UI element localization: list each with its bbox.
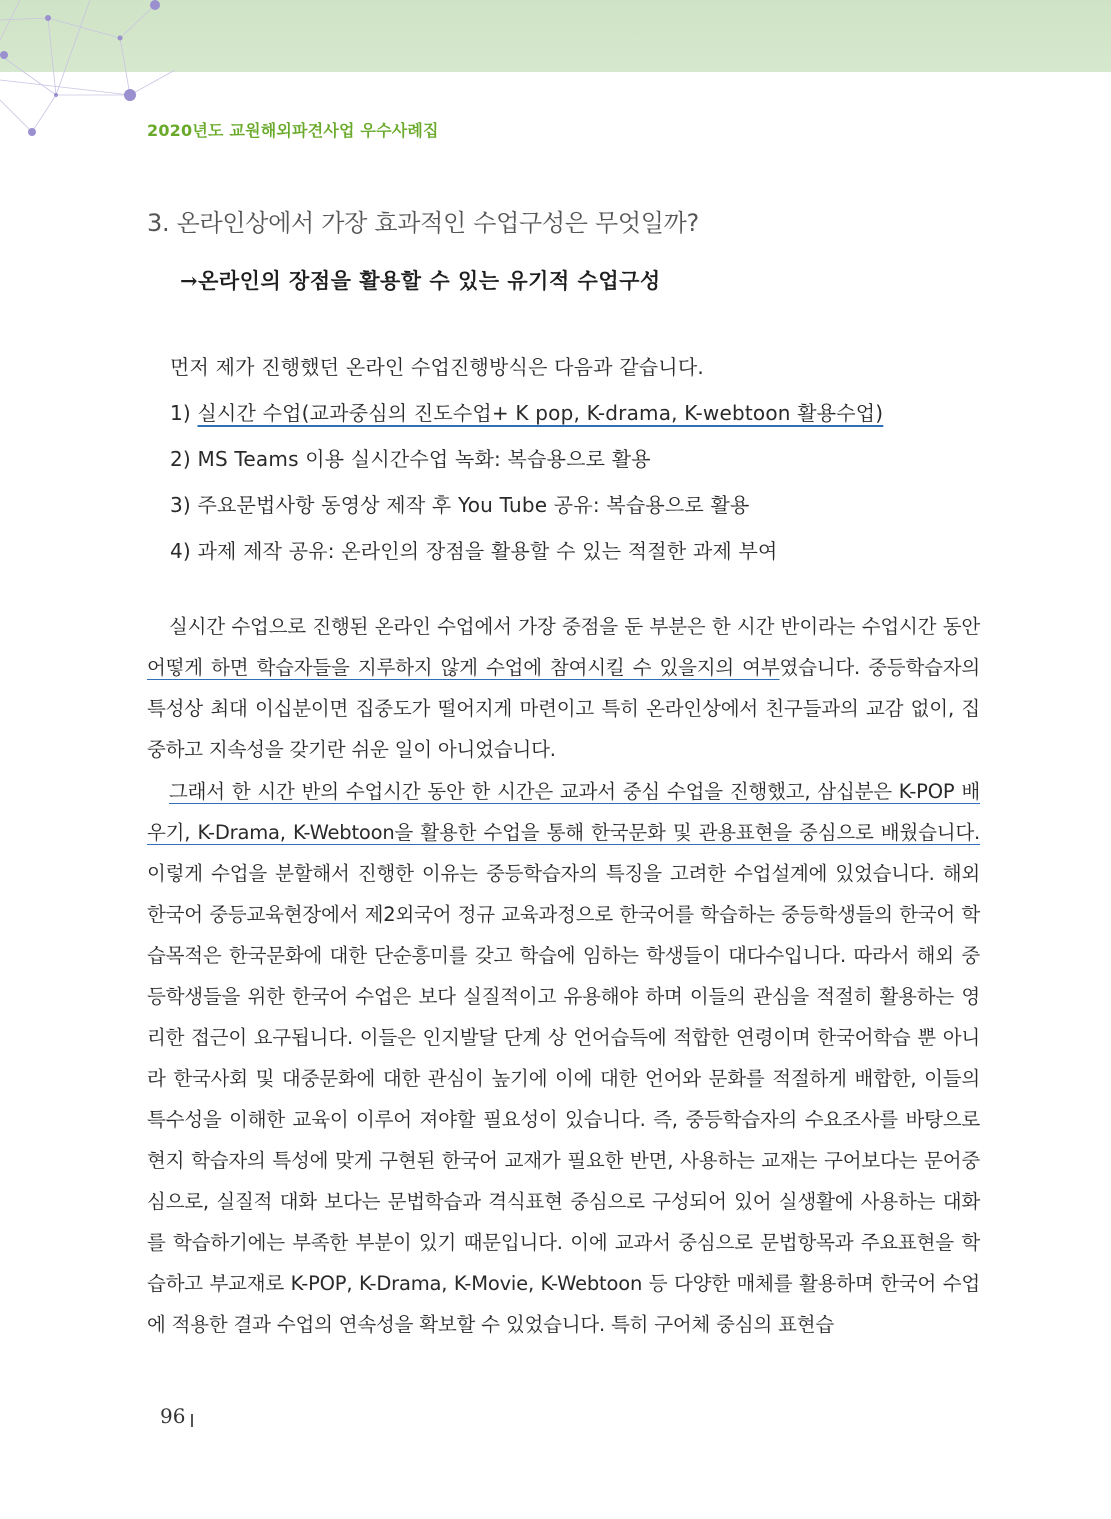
- section-subtitle: →온라인의 장점을 활용할 수 있는 유기적 수업구성: [180, 268, 661, 293]
- list-number: 2): [170, 447, 198, 471]
- paragraph-text: 였습니다. 중등학습자의 특성상 최대 이십분이면 집중도가 떨어지게 마련이고 특히 온라인상에서 친구들과의 교감 없이, 집중하고 지속성을 갖기란 쉬운 일이 아니었습니다.: [147, 656, 980, 761]
- running-head: 2020년도 교원해외파견사업 우수사례집: [147, 121, 439, 140]
- list-number: 4): [170, 539, 198, 563]
- list-item: [170, 397, 883, 426]
- list-item: [170, 443, 651, 472]
- body-paragraph-1: [147, 606, 980, 770]
- list-text: 과제 제작 공유: 온라인의 장점을 활용할 수 있는 적절한 과제 부여: [197, 539, 778, 563]
- list-item: [170, 489, 750, 518]
- page-number-divider: [191, 1414, 193, 1427]
- list-text: 실시간 수업(교과중심의 진도수업+ K pop, K-drama, K-webtoon 활용수업): [197, 401, 884, 425]
- list-number: 3): [170, 493, 198, 517]
- page-number: 96: [160, 1404, 186, 1428]
- paragraph-text: 실시간 수업으로 진행된 온라인 수업에서 가장 중점을 둔 부분은 한 시간 반이라는 수업시간 동안: [169, 615, 980, 638]
- list-text: MS Teams 이용 실시간수업 녹화: 복습용으로 활용: [197, 447, 651, 471]
- list-text: 주요문법사항 동영상 제작 후 You Tube 공유: 복습용으로 활용: [197, 493, 750, 517]
- paragraph-highlight: 어떻게 하면 학습자들을 지루하지 않게 수업에 참여시킬 수 있을지의 여부: [147, 656, 780, 679]
- list-number: 1): [170, 401, 198, 425]
- section-title: 3. 온라인상에서 가장 효과적인 수업구성은 무엇일까?: [147, 209, 699, 237]
- paragraph-highlight: 그래서 한 시간 반의 수업시간 동안 한 시간은 교과서 중심 수업을 진행했고, 삼십분은 K-POP 배우기, K-Drama, K-Webtoon을 활용한 수업을 통해 한국문화 및 관용표현을 중심으로 배웠습니다.: [147, 780, 980, 844]
- paragraph-text: 이렇게 수업을 분할해서 진행한 이유는 중등학습자의 특징을 고려한 수업설계에 있었습니다. 해외 한국어 중등교육현장에서 제2외국어 정규 교육과정으로 한국어를 학습하는 중등학생들의 한국어 학습목적은 한국문화에 대한 단순흥미를 갖고 학습에 임하는 학생들이 대다수입니다. 따라서 해외 중등학생들을 위한 한국어 수업은 보다 실질적이고 유용해야 하며 이들의 관심을 적절히 활용하는 영리한 접근이 요구됩니다. 이들은 인지발달 단계 상 언어습득에 적합한 연령이며 한국어학습 뿐 아니라 한국사회 및 대중문화에 대한 관심이 높기에 이에 대한 언어와 문화를 적절하게 배합한, 이들의 특수성을 이해한 교육이 이루어 져야할 필요성이 있습니다. 즉, 중등학습자의 수요조사를 바탕으로 현지 학습자의 특성에 맞게 구현된 한국어 교재가 필요한 반면, 사용하는 교재는 구어보다는 문어중심으로, 실질적 대화 보다는 문법학습과 격식표현 중심으로 구성되어 있어 실생활에 사용하는 대화를 학습하기에는 부족한 부분이 있기 때문입니다. 이에 교과서 중심으로 문법항목과 주요표현을 학습하고 부교재로 K-POP, K-Drama, K-Movie, K-Webtoon 등 다양한 매체를 활용하며 한국어 수업에 적용한 결과 수업의 연속성을 확보할 수 있었습니다. 특히 구어체 중심의 표현습: [147, 862, 980, 1336]
- body-paragraph-2: [147, 771, 980, 1345]
- intro-lead: 먼저 제가 진행했던 온라인 수업진행방식은 다음과 같습니다.: [170, 355, 704, 379]
- list-item: [170, 535, 778, 564]
